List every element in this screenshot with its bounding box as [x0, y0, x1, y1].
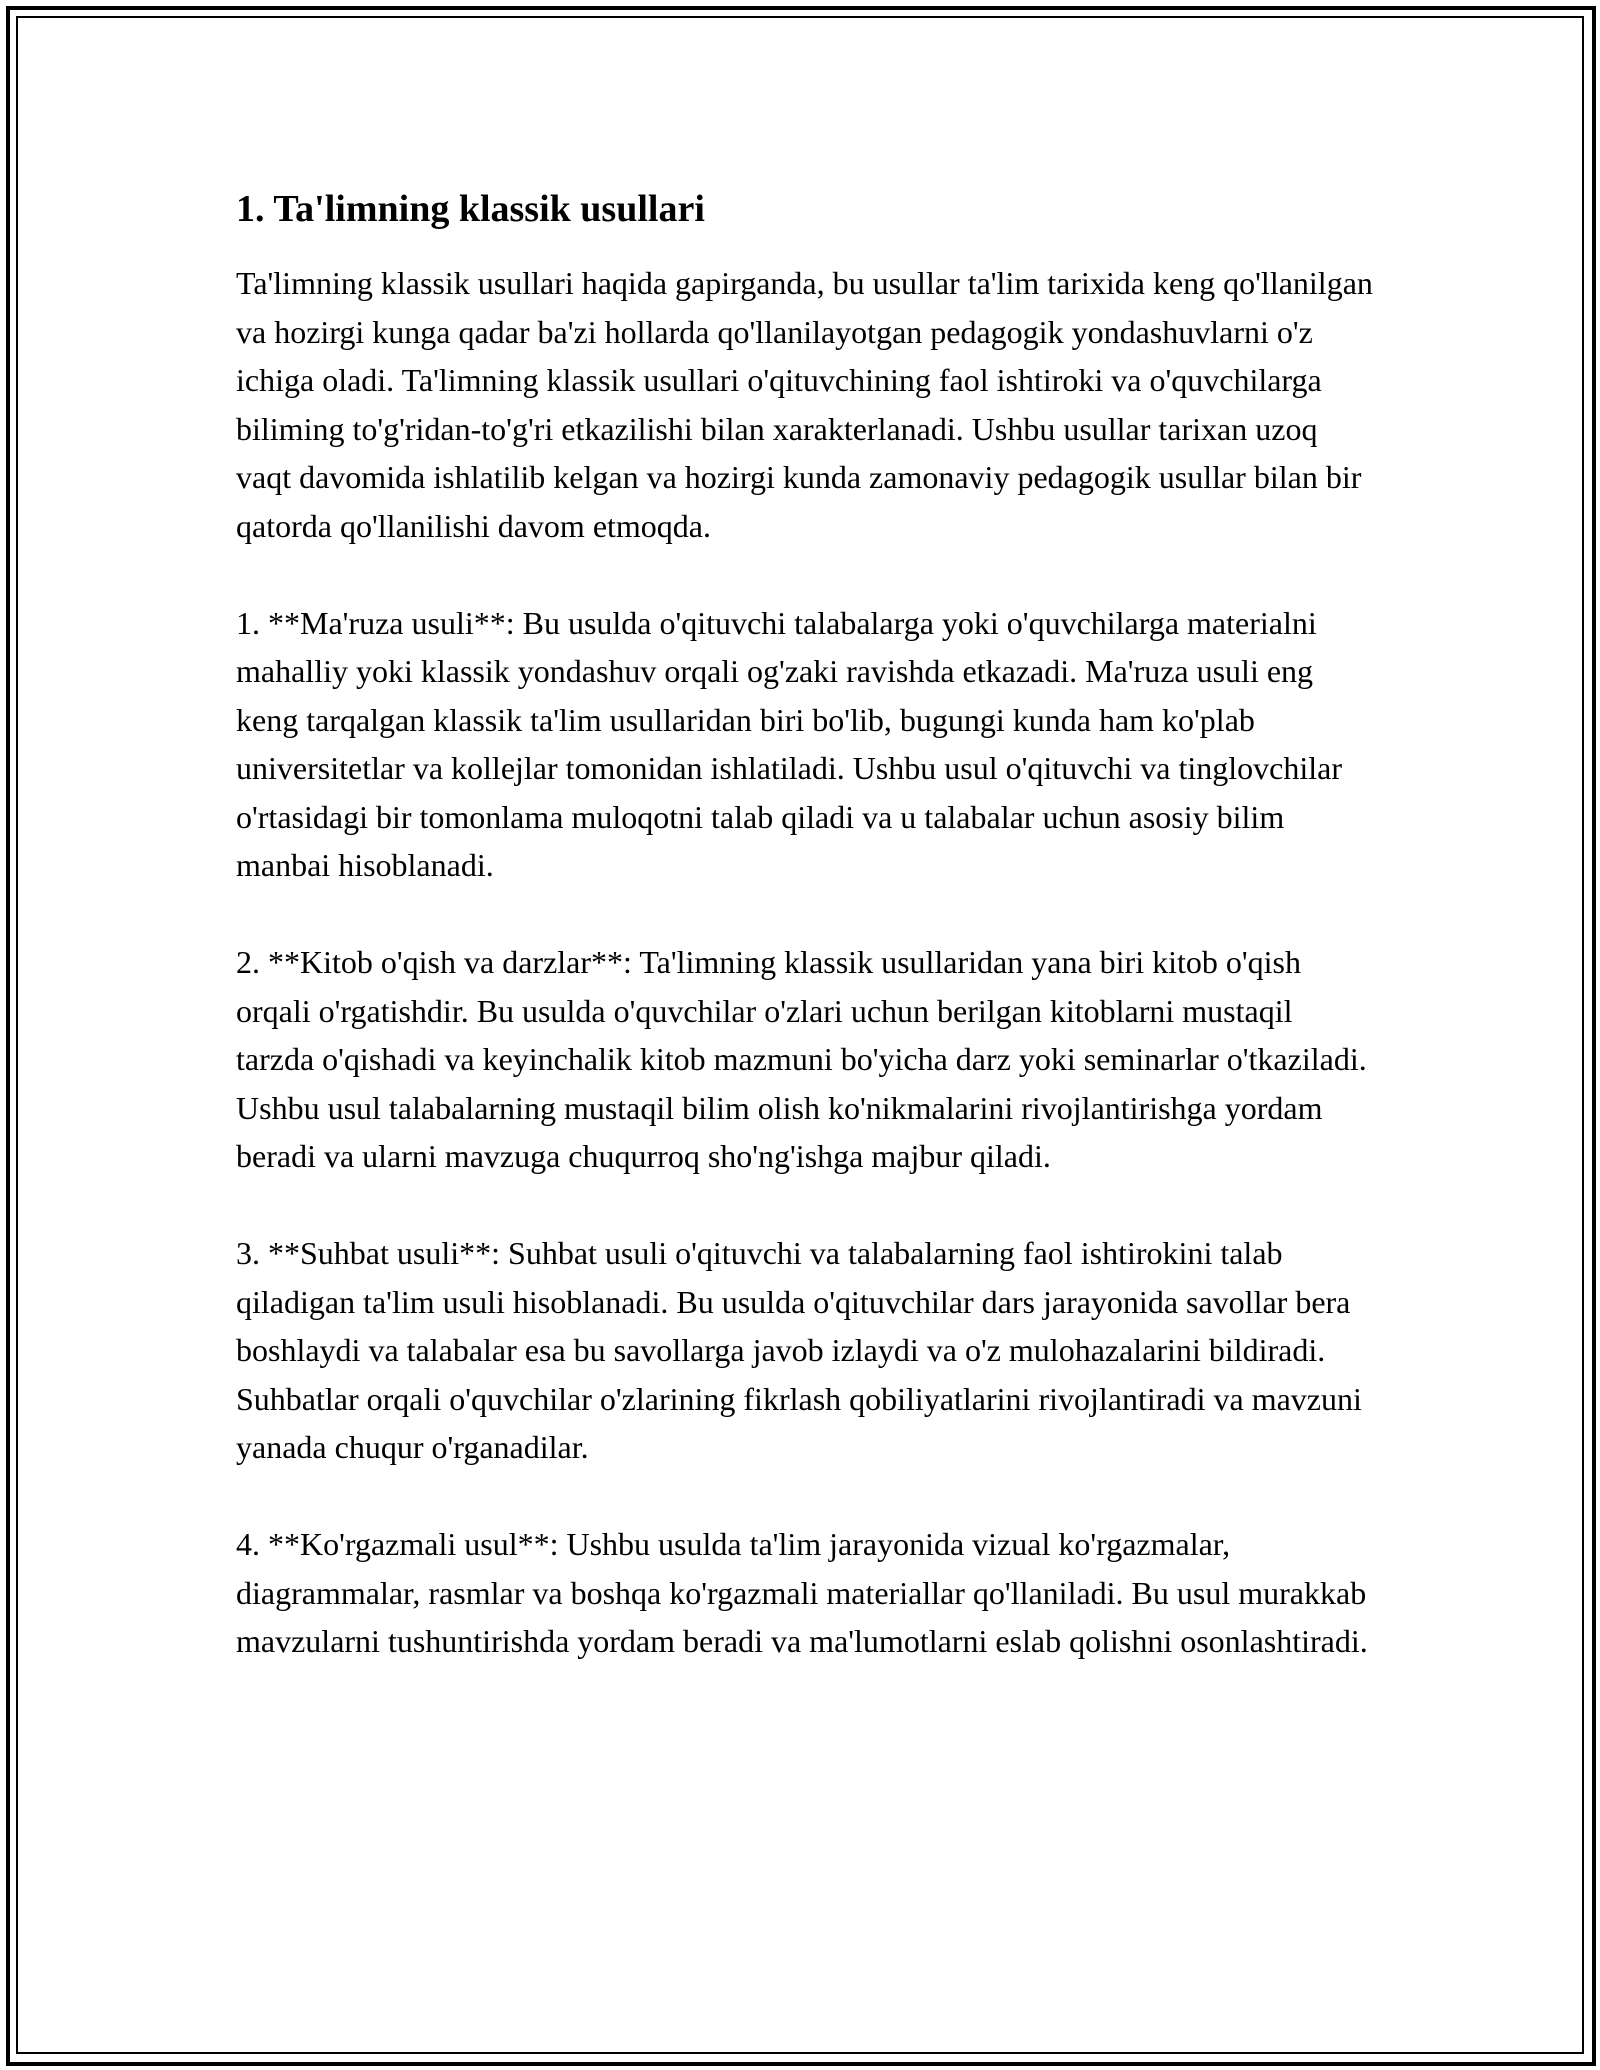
document-body	[236, 185, 1376, 1714]
intro-paragraph: Ta'limning klassik usullari haqida gapirganda, bu usullar ta'lim tarixida keng qo'llanilgan va hozirgi kunga qadar ba'zi hollarda qo'llanilayotgan pedagogik yondashuvlarni o'z ichiga oladi. Ta'limning klassik usullari o'qituvchining faol ishtiroki va o'quvchilarga biliming to'g'ridan-to'g'ri etkazilishi bilan xarakterlanadi. Ushbu usullar tarixan uzoq vaqt davomida ishlatilib kelgan va hozirgi kunda zamonaviy pedagogik usullar bilan bir qatorda qo'llanilishi davom etmoqda.	[236, 265, 1373, 544]
list-item-suhbat: 3. **Suhbat usuli**: Suhbat usuli o'qituvchi va talabalarning faol ishtirokini talab qiladigan ta'lim usuli hisoblanadi. Bu usulda o'qituvchilar dars jarayonida savollar bera boshlaydi va talabalar esa bu savollarga javob izlaydi va o'z mulohazalarini bildiradi. Suhbatlar orqali o'quvchilar o'zlarining fikrlash qobiliyatlarini rivojlantiradi va mavzuni yanada chuqur o'rganadilar.	[236, 1235, 1362, 1465]
list-item-korgazmali: 4. **Ko'rgazmali usul**: Ushbu usulda ta'lim jarayonida vizual ko'rgazmalar, diagrammalar, rasmlar va boshqa ko'rgazmali materiallar qo'llaniladi. Bu usul murakkab mavzularni tushuntirishda yordam beradi va ma'lumotlarni eslab qolishni osonlashtiradi.	[236, 1526, 1368, 1659]
list-item-kitob: 2. **Kitob o'qish va darzlar**: Ta'limning klassik usullaridan yana biri kitob o'qish orqali o'rgatishdir. Bu usulda o'quvchilar o'zlari uchun berilgan kitoblarni mustaqil tarzda o'qishadi va keyinchalik kitob mazmuni bo'yicha darz yoki seminarlar o'tkaziladi. Ushbu usul talabalarning mustaqil bilim olish ko'nikmalarini rivojlantirishga yordam beradi va ularni mavzuga chuqurroq sho'ng'ishga majbur qiladi.	[236, 944, 1367, 1174]
section-heading: 1. Ta'limning klassik usullari	[236, 188, 705, 230]
list-item-maruza: 1. **Ma'ruza usuli**: Bu usulda o'qituvchi talabalarga yoki o'quvchilarga materialni mahalliy yoki klassik yondashuv orqali og'zaki ravishda etkazadi. Ma'ruza usuli eng keng tarqalgan klassik ta'lim usullaridan biri bo'lib, bugungi kunda ham ko'plab universitetlar va kollejlar tomonidan ishlatiladi. Ushbu usul o'qituvchi va tinglovchilar o'rtasidagi bir tomonlama muloqotni talab qiladi va u talabalar uchun asosiy bilim manbai hisoblanadi.	[236, 604, 1342, 883]
